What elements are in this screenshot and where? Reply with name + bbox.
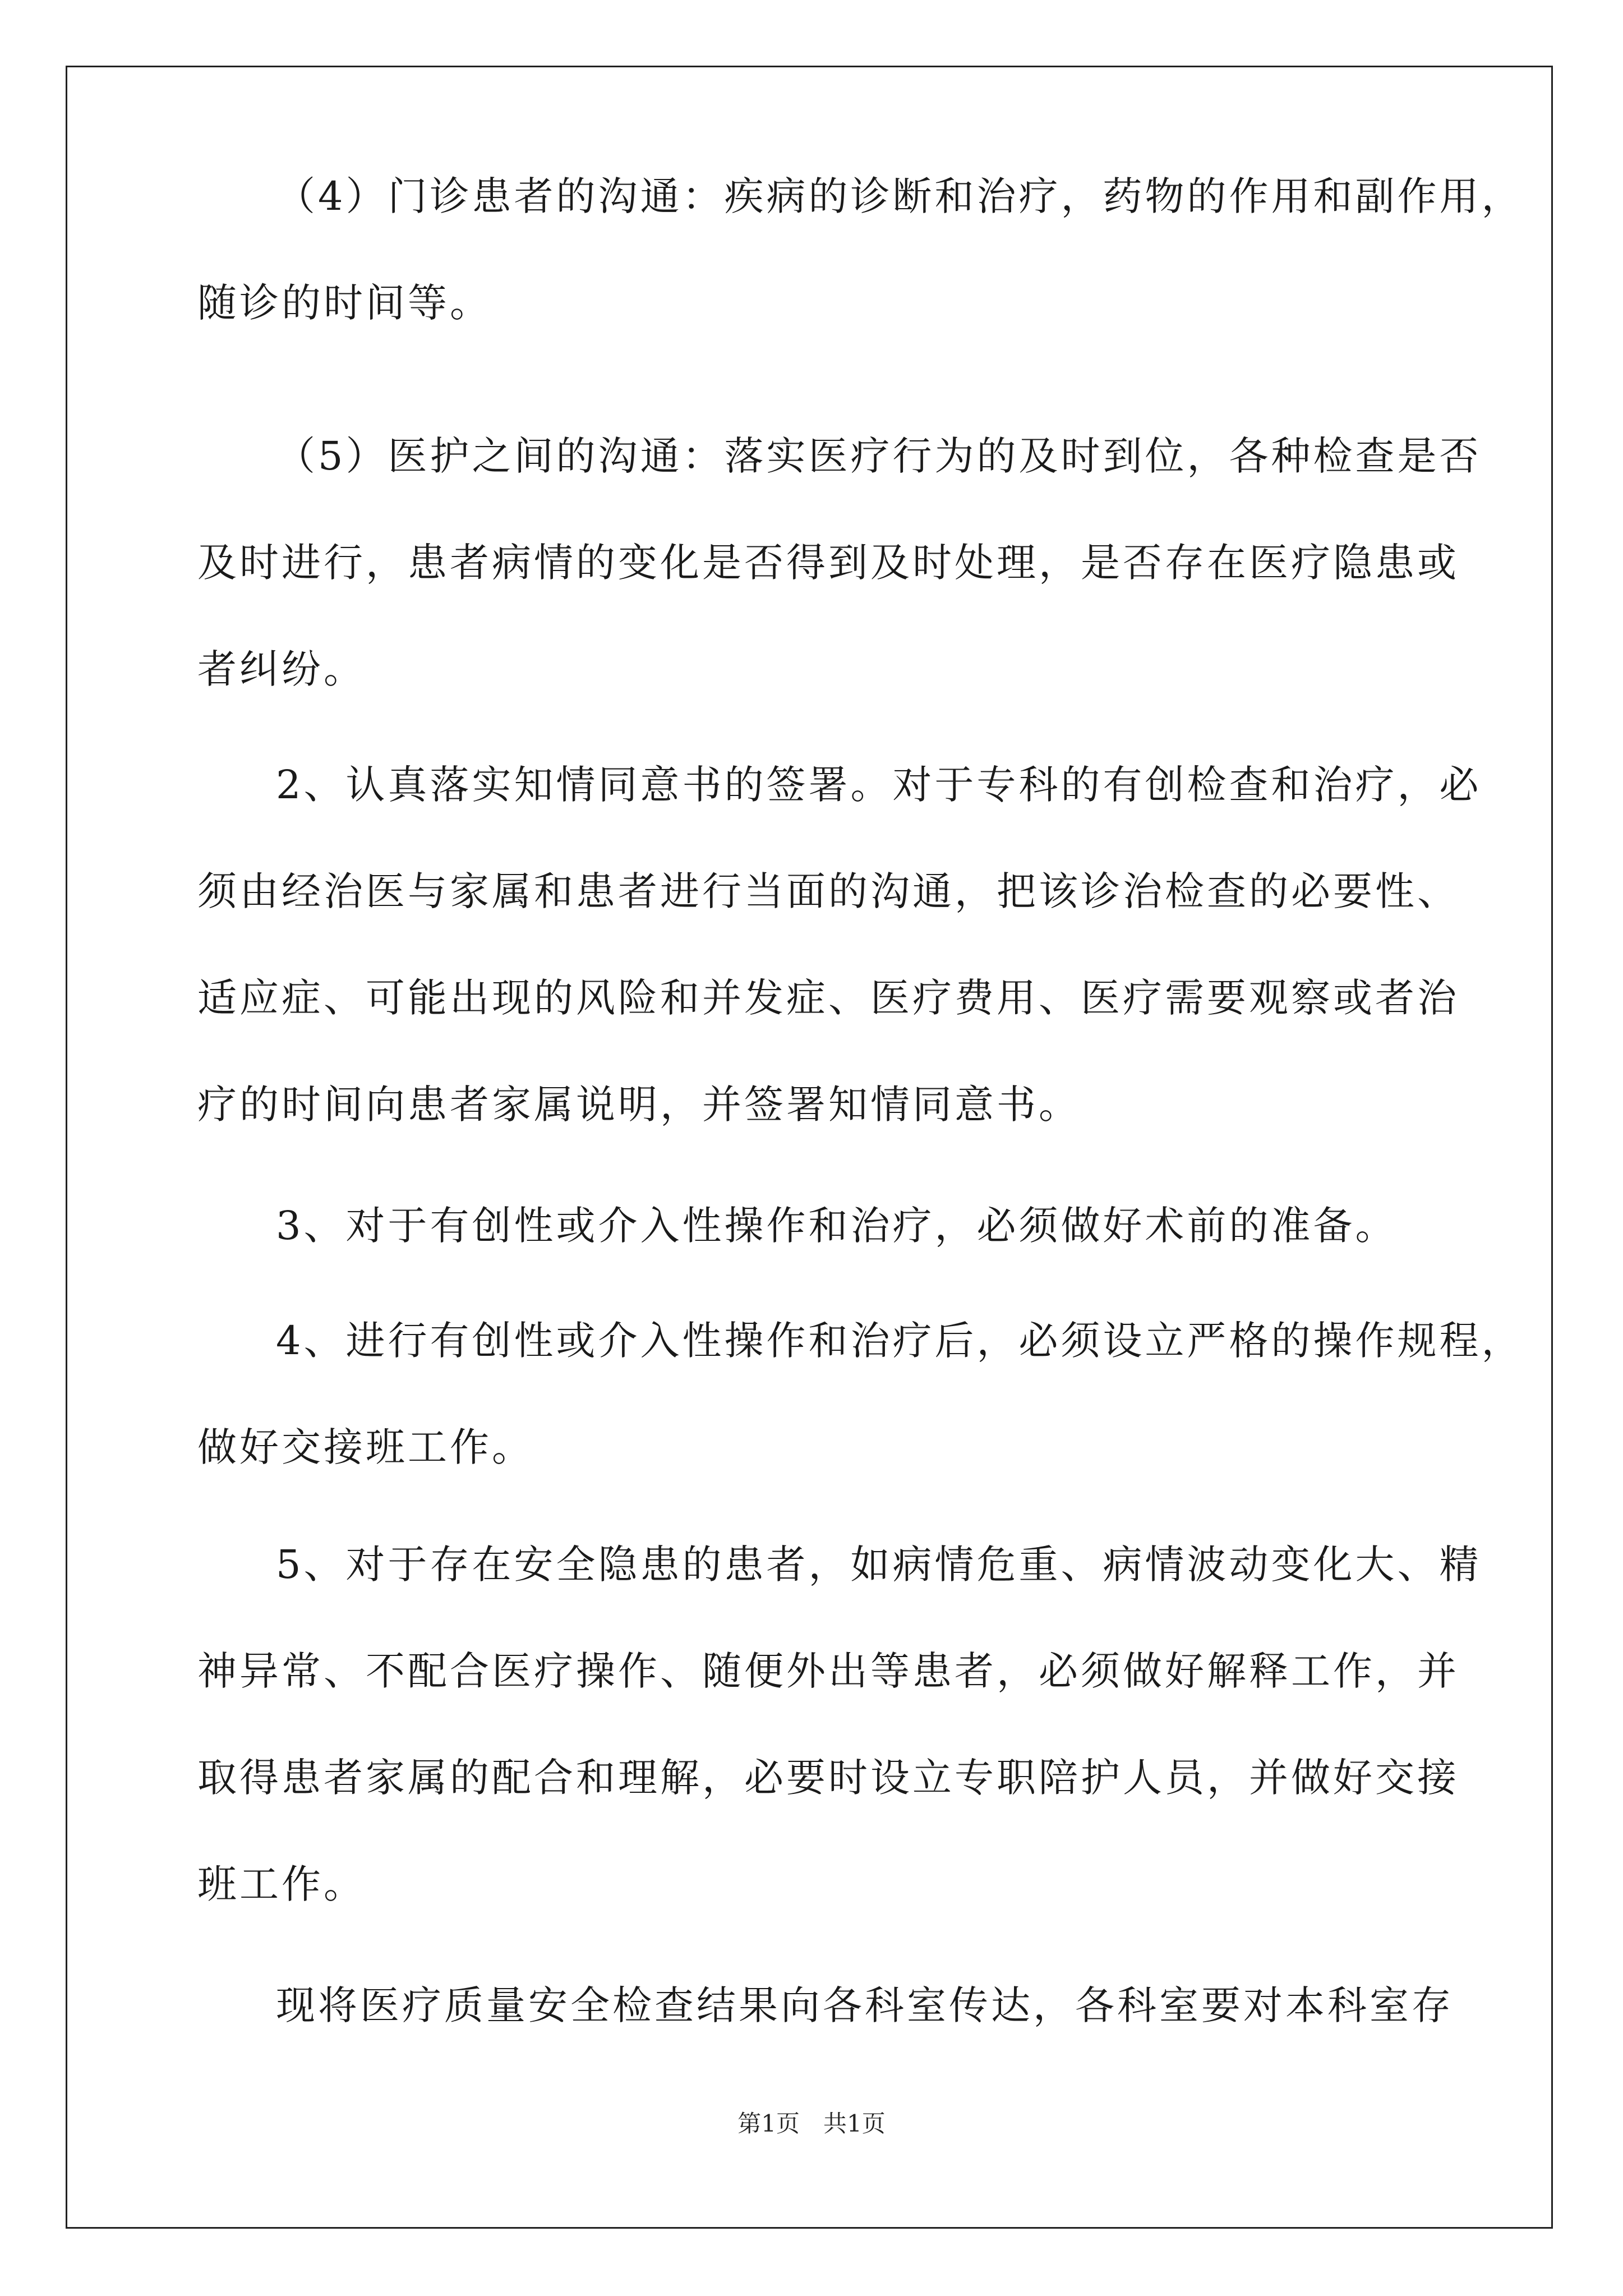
text-line: 者纠纷。 <box>197 646 366 692</box>
text-line: （4）门诊患者的沟通：疾病的诊断和治疗，药物的作用和副作用， <box>276 173 1524 219</box>
text-line: 班工作。 <box>197 1861 366 1907</box>
text-line: 适应症、可能出现的风险和并发症、医疗费用、医疗需要观察或者治 <box>197 975 1459 1021</box>
text-line: 3、对于有创性或介入性操作和治疗，必须做好术前的准备。 <box>276 1203 1398 1249</box>
text-line: （5）医护之间的沟通：落实医疗行为的及时到位，各种检查是否 <box>276 433 1482 479</box>
text-line: 及时进行，患者病情的变化是否得到及时处理，是否存在医疗隐患或 <box>197 540 1459 586</box>
text-line: 现将医疗质量安全检查结果向各科室传达，各科室要对本科室存 <box>276 1982 1454 2028</box>
text-line: 随诊的时间等。 <box>197 280 492 326</box>
text-line: 做好交接班工作。 <box>197 1424 534 1470</box>
text-line: 神异常、不配合医疗操作、随便外出等患者，必须做好解释工作，并 <box>197 1648 1459 1694</box>
page-number-footer: 第1页 共1页 <box>737 2110 886 2137</box>
text-line: 取得患者家属的配合和理解，必要时设立专职陪护人员，并做好交接 <box>197 1755 1459 1801</box>
text-line: 疗的时间向患者家属说明，并签署知情同意书。 <box>197 1082 1081 1128</box>
text-line: 4、进行有创性或介入性操作和治疗后，必须设立严格的操作规程， <box>276 1318 1524 1364</box>
text-line: 须由经治医与家属和患者进行当面的沟通，把该诊治检查的必要性、 <box>197 868 1459 914</box>
text-line: 2、认真落实知情同意书的签署。对于专科的有创检查和治疗，必 <box>276 762 1482 808</box>
text-line: 5、对于存在安全隐患的患者，如病情危重、病情波动变化大、精 <box>276 1542 1482 1588</box>
